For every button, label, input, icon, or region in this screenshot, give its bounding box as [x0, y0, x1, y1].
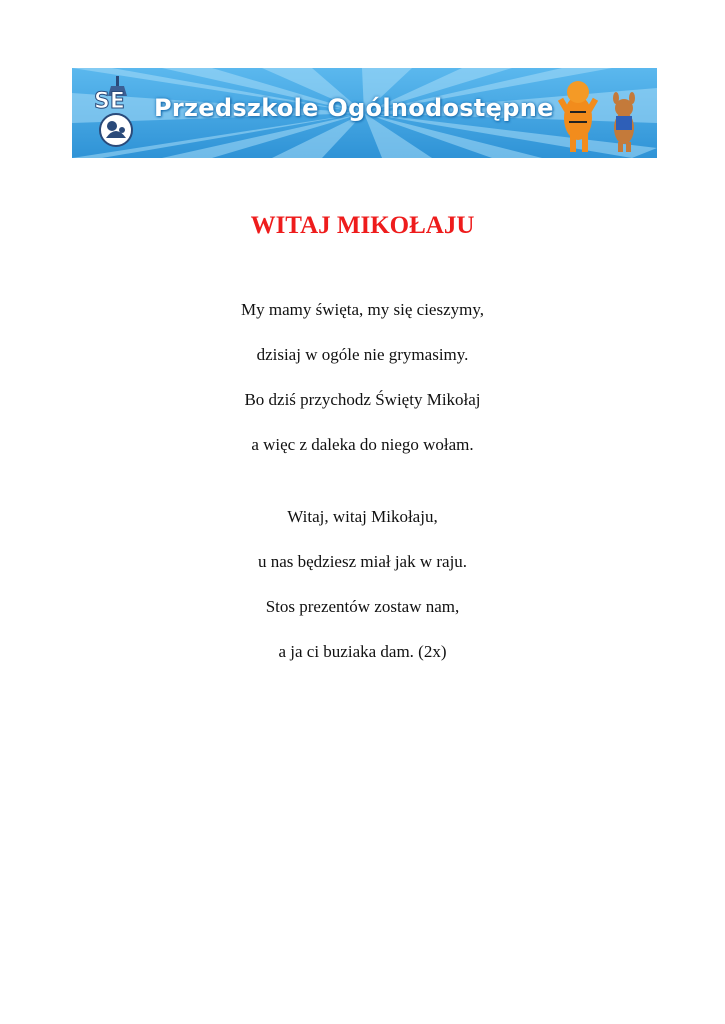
poem-line: u nas będziesz miał jak w raju.: [257, 552, 468, 571]
document-title: WITAJ MIKOŁAJU: [250, 212, 475, 239]
stanza-2: [0, 507, 725, 662]
poem-line: dzisiaj w ogóle nie grymasimy.: [256, 345, 469, 364]
poem: [0, 300, 725, 714]
poem-line: Witaj, witaj Mikołaju,: [287, 507, 438, 526]
poem-line: a więc z daleka do niego wołam.: [251, 435, 474, 454]
svg-text:SE: SE: [94, 89, 125, 114]
poem-line: Bo dziś przychodz Święty Mikołaj: [244, 390, 481, 409]
poem-line: My mamy święta, my się cieszymy,: [241, 300, 484, 319]
banner-title: Przedszkole Ogólnodostępne: [154, 94, 554, 122]
stanza-1: [0, 300, 725, 455]
poem-line: Stos prezentów zostaw nam,: [265, 597, 460, 616]
header-banner: [72, 68, 657, 158]
poem-line: a ja ci buziaka dam. (2x): [278, 642, 447, 661]
